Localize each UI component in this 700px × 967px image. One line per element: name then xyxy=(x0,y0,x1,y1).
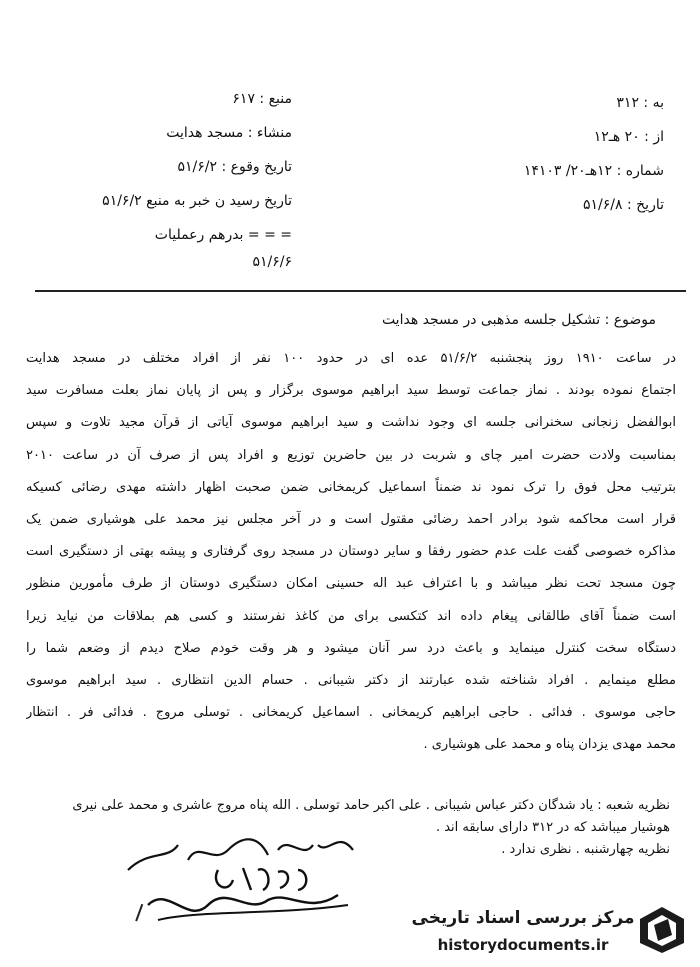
header-left-block xyxy=(42,82,292,272)
body-line: ابوالفضل زنجانی سخنرانی جلسه ای وجود نداشت و سید ابراهیم موسوی آیاتی از قرآن مجید تلاوت و سپس xyxy=(26,415,676,431)
header-receipt-date: تاریخ رسید ن خبر به منبع ۵۱/۶/۲ xyxy=(102,193,292,209)
body-line: حاجی موسوی . فدائی . حاجی ابراهیم کریمخانی . اسماعیل کریمخانی . توسلی مروج . فدائی فر . انتظار xyxy=(26,705,676,721)
archive-logo-name: مرکز بررسی اسناد تاریخی xyxy=(411,908,635,928)
header-origin: منشاء : مسجد هدایت xyxy=(166,125,292,141)
header-evaluation: = = = بدرهم رعملیات xyxy=(154,227,292,243)
body-line: چون مسجد تحت نظر میباشد و با اعتراف عبد اله حسینی امکان دستگیری دوستان از طرف مأمورین منظور xyxy=(26,576,676,592)
archive-logo-icon xyxy=(638,905,686,955)
subject-line: موضوع : تشکیل جلسه مذهبی در مسجد هدایت xyxy=(381,312,656,328)
body-line: قرار است محاکمه شود برادر احمد رضائی مقتول است و در آخر مجلس نیز محمد علی هوشیاری ضمن یک xyxy=(26,512,676,528)
body-line: در ساعت ۱۹۱۰ روز پنجشنبه ۵۱/۶/۲ عده ای در حدود ۱۰۰ نفر از افراد مختلف در مسجد هدایت xyxy=(26,351,676,366)
body-line: بترتیب محل فوق را ترک نمود ند ضمناً اسماعیل کریمخانی ضمن صحبت اظهار داشته مهدی رضائی کسیکه xyxy=(26,479,676,495)
body-line: محمد مهدی یزدان پناه و محمد علی هوشیاری . xyxy=(423,737,676,753)
opinion-line: هوشیار میباشد که در ۳۱۲ دارای سابقه اند . xyxy=(435,820,670,835)
header-date: تاریخ : ۵۱/۶/۸ xyxy=(583,197,664,213)
opinion-line: نظریه شعبه : یاد شدگان دکتر عباس شیبانی . علی اکبر حامد توسلی . الله پناه مروج عاشری و محمد علی نیری xyxy=(72,798,670,813)
report-body xyxy=(26,343,676,762)
handwritten-signature xyxy=(118,830,388,930)
header-event-date: تاریخ وقوع : ۵۱/۶/۲ xyxy=(177,159,292,175)
opinion-line: نظریه چهارشنبه . نظری ندارد . xyxy=(501,842,670,857)
body-line: مطلع مینمایم . افراد شناخته شده عبارتند از دکتر شیبانی . حسام الدین انتظاری . سید ابراهیم موسوی xyxy=(26,673,676,689)
body-line: است ضمناً آقای طالقانی پیغام داده اند کتکسی برای من کاغذ نفرستند و کسی هم بملاقات من نیاید زیرا xyxy=(26,608,676,624)
header-date-small: ۵۱/۶/۶ xyxy=(252,254,292,270)
body-line: بمناسبت ولادت حضرت امیر چای و شربت در بین حاضرین توزیع و افراد پس از صرف آن در ساعت ۲۰۱۰ xyxy=(26,447,676,463)
body-line: دستگاه سخت کنترل مینماید و باعث درد سر آنان میشود و هر وقت خودم صلاح دیدم از وضعم شما را xyxy=(26,640,676,656)
archive-logo-url: historydocuments.ir xyxy=(437,936,609,954)
header-divider xyxy=(35,290,686,292)
header-right-block xyxy=(404,86,664,222)
header-source: منبع : ۶۱۷ xyxy=(232,91,292,107)
header-from: از : ۲۰ هـ۱۲ xyxy=(593,129,664,145)
body-line: اجتماع نموده بودند . نماز جماعت توسط سید ابراهیم موسوی برگزار و پس از پایان نماز بعلت مسافرت سید xyxy=(26,383,676,399)
header-number: شماره : ۱۲هـ۲۰/ ۱۴۱۰۳ xyxy=(523,163,664,179)
body-line: مذاکره خصوصی گفت علت عدم حضور رفقا و سایر دوستان در مسجد روی گرفتاری و پیشه بهتی از دستگیری است xyxy=(26,544,676,560)
header-to: به : ۳۱۲ xyxy=(616,95,664,111)
